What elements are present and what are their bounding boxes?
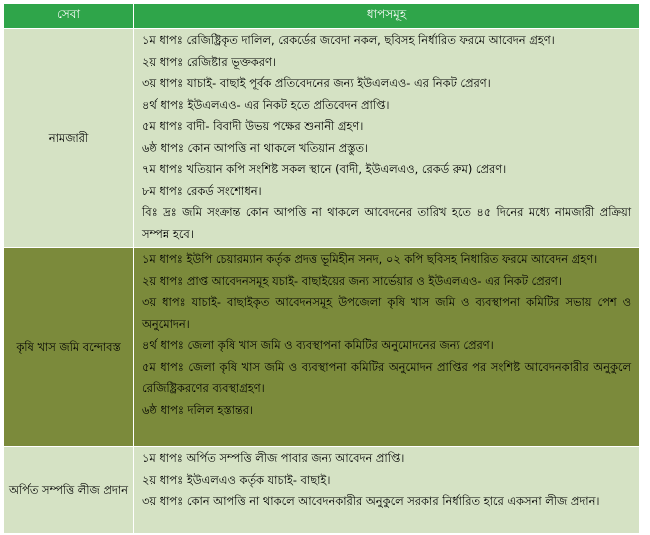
step-item: ১ম ধাপঃ রেজিষ্ট্রিকৃত দালিল, রেকর্ডের জবেদা নকল, ছবিসহ নির্ধারিত ফরমে আবেদন গ্রহণ। (142, 33, 555, 47)
service-steps-table (3, 3, 640, 534)
table-row-khas-land (4, 248, 640, 447)
steps-cell-khas-land (134, 248, 640, 447)
step-item: ২য় ধাপঃ প্রাপ্ত আবেদনসমূহ যচাই- বাছাইয়ের জন্য সার্ভেয়ার ও ইউএলএও- এর নিকট প্রেরণ। (142, 273, 562, 288)
service-name-mutation: নামজারী (4, 29, 134, 248)
step-item: ৭ম ধাপঃ খতিয়ান কপি সংশিষ্ট সকল স্থানে (বাদী, ইউএলএও, রেকর্ড রুম) প্রেরণ। (142, 162, 507, 176)
step-item: ৬ষ্ঠ ধাপঃ দলিল হস্তান্তর। (142, 402, 254, 417)
table-row-mutation (4, 29, 640, 248)
step-item: ৩য় ধাপঃ কোন আপত্তি না থাকলে আবেদনকারীর অনুকুলে সরকার নির্ধারিত হারে একসনা লীজ প্রদান। (142, 494, 600, 508)
steps-cell-vested-property (134, 447, 640, 534)
step-item: ৬ষ্ঠ ধাপঃ কোন আপত্তি না থাকলে খতিয়ান প্রস্তুত। (142, 140, 369, 155)
step-item: ১ম ধাপঃ ইউপি চেয়ারম্যান কর্তৃক প্রদত্ত ভূমিহীন সনদ, ০২ কপি ছবিসহ নিধারিত ফরমে আবেদন গ্রহণ। (142, 252, 598, 266)
step-item: ২য় ধাপঃ রেজিষ্টার ভূক্তকরণ। (142, 54, 276, 69)
step-item: ১ম ধাপঃ অর্পিত সম্পত্তি লীজ পাবার জন্য আবেদন প্রাপ্তি। (142, 451, 405, 465)
step-item: ৪র্থ ধাপঃ জেলা কৃষি খাস জমি ও ব্যবস্থাপনা কমিটির অনুমোদনের জন্য প্রেরণ। (142, 338, 494, 352)
header-service: সেবা (4, 4, 134, 29)
step-item: ২য় ধাপঃ ইউএলএও কর্তৃক যাচাই- বাছাই। (142, 472, 331, 487)
step-item: ৫ম ধাপঃ বাদী- বিবাদী উভয় পক্ষের শুনানী গ্রহণ। (142, 119, 364, 133)
header-steps: ধাপসমূহ (134, 4, 640, 29)
step-item: ৩য় ধাপঃ যাচাই- বাছাইকৃত আবেদনসমূহ উপজেলা কৃষি খাস জমি ও ব্যবস্থাপনা কমিটির সভায় পেশ ও অনুমোদন। (142, 295, 631, 331)
service-name-vested-property: অর্পিত সম্পত্তি লীজ প্রদান (4, 447, 134, 534)
step-item: ৮ম ধাপঃ রেকর্ড সংশোধন। (142, 183, 262, 198)
step-item: ৫ম ধাপঃ জেলা কৃষি খাস জমি ও ব্যবস্থাপনা কমিটির অনুমোদন প্রাপ্তির পর সংশিষ্ট আবেদনকারীর অনুকুলে রেজিষ্ট্রিকরণের ব্যবস্থাগ্রহণ। (142, 359, 631, 395)
step-item: ৩য় ধাপঃ যাচাই- বাছাই পূর্বক প্রতিবেদনের জন্য ইউএলএও- এর নিকট প্রেরণ। (142, 76, 491, 90)
table-header-row (4, 4, 640, 29)
step-item: ৪র্থ ধাপঃ ইউএলএও- এর নিকট হতে প্রতিবেদন প্রাপ্তি। (142, 97, 390, 112)
step-note: বিঃ দ্রঃ জমি সংক্রান্ত কোন আপত্তি না থাকলে আবেদনের তারিখ হতে ৪৫ দিনের মধ্যে নামজারী প্রক্রিয়া সম্পন্ন হবে। (142, 205, 631, 241)
table-row-vested-property (4, 447, 640, 534)
steps-cell-mutation (134, 29, 640, 248)
service-name-khas-land: কৃষি খাস জমি বন্দোবস্ত (4, 248, 134, 447)
